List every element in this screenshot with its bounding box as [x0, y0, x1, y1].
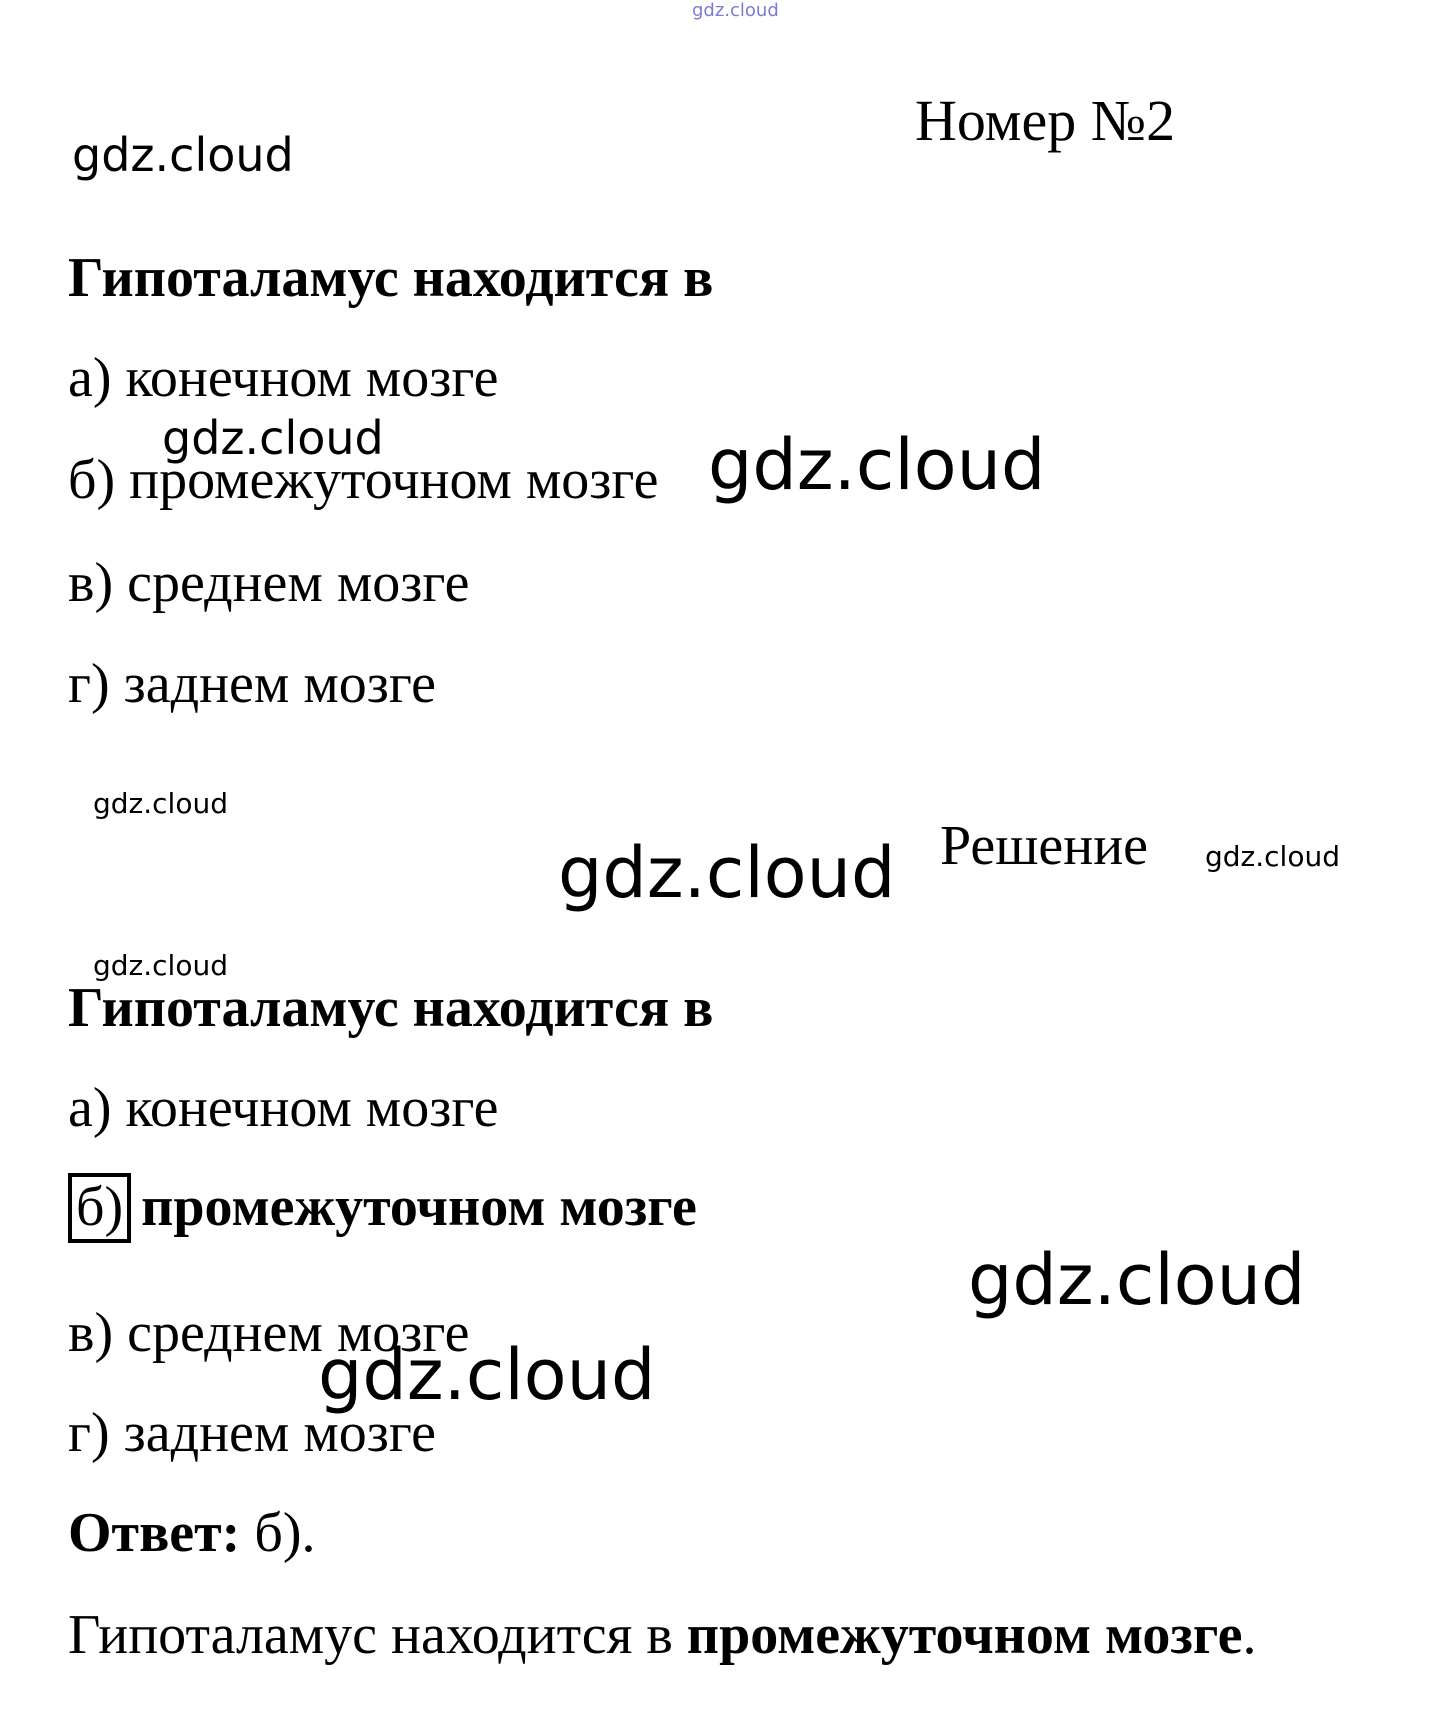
solution-heading: Решение	[940, 815, 1149, 877]
watermark: gdz.cloud	[93, 949, 228, 982]
watermark: gdz.cloud	[1205, 840, 1340, 873]
selected-answer-marker: б)	[68, 1173, 131, 1243]
question-option-b: б) промежуточном мозге	[68, 449, 659, 511]
conclusion-line	[68, 1604, 1257, 1666]
answer-line	[68, 1502, 316, 1564]
answer-label: Ответ:	[68, 1502, 241, 1564]
watermark: gdz.cloud	[968, 1239, 1306, 1321]
watermark: gdz.cloud	[708, 424, 1046, 506]
question-option-c: в) среднем мозге	[68, 552, 470, 614]
question-option-a: а) конечном мозге	[68, 347, 499, 409]
watermark: gdz.cloud	[93, 787, 228, 820]
watermark: gdz.cloud	[558, 832, 896, 914]
question-title: Гипоталамус находится в	[68, 247, 714, 309]
solution-option-c: в) среднем мозге	[68, 1302, 470, 1364]
conclusion-prefix: Гипоталамус находится в	[68, 1604, 687, 1666]
question-option-d: г) заднем мозге	[68, 653, 436, 715]
watermark: gdz.cloud	[318, 1334, 656, 1416]
solution-option-b	[68, 1173, 697, 1243]
selected-answer-text: промежуточном мозге	[141, 1176, 697, 1238]
conclusion-bold: промежуточном мозге	[686, 1604, 1243, 1666]
watermark-top: gdz.cloud	[692, 0, 779, 21]
watermark: gdz.cloud	[162, 411, 384, 465]
solution-title: Гипоталамус находится в	[68, 977, 714, 1039]
solution-option-d: г) заднем мозге	[68, 1402, 436, 1464]
watermark: gdz.cloud	[72, 128, 294, 182]
page-title: Номер №2	[915, 88, 1176, 153]
answer-value: б).	[240, 1502, 316, 1564]
solution-option-a: а) конечном мозге	[68, 1077, 499, 1139]
conclusion-suffix: .	[1242, 1604, 1257, 1666]
